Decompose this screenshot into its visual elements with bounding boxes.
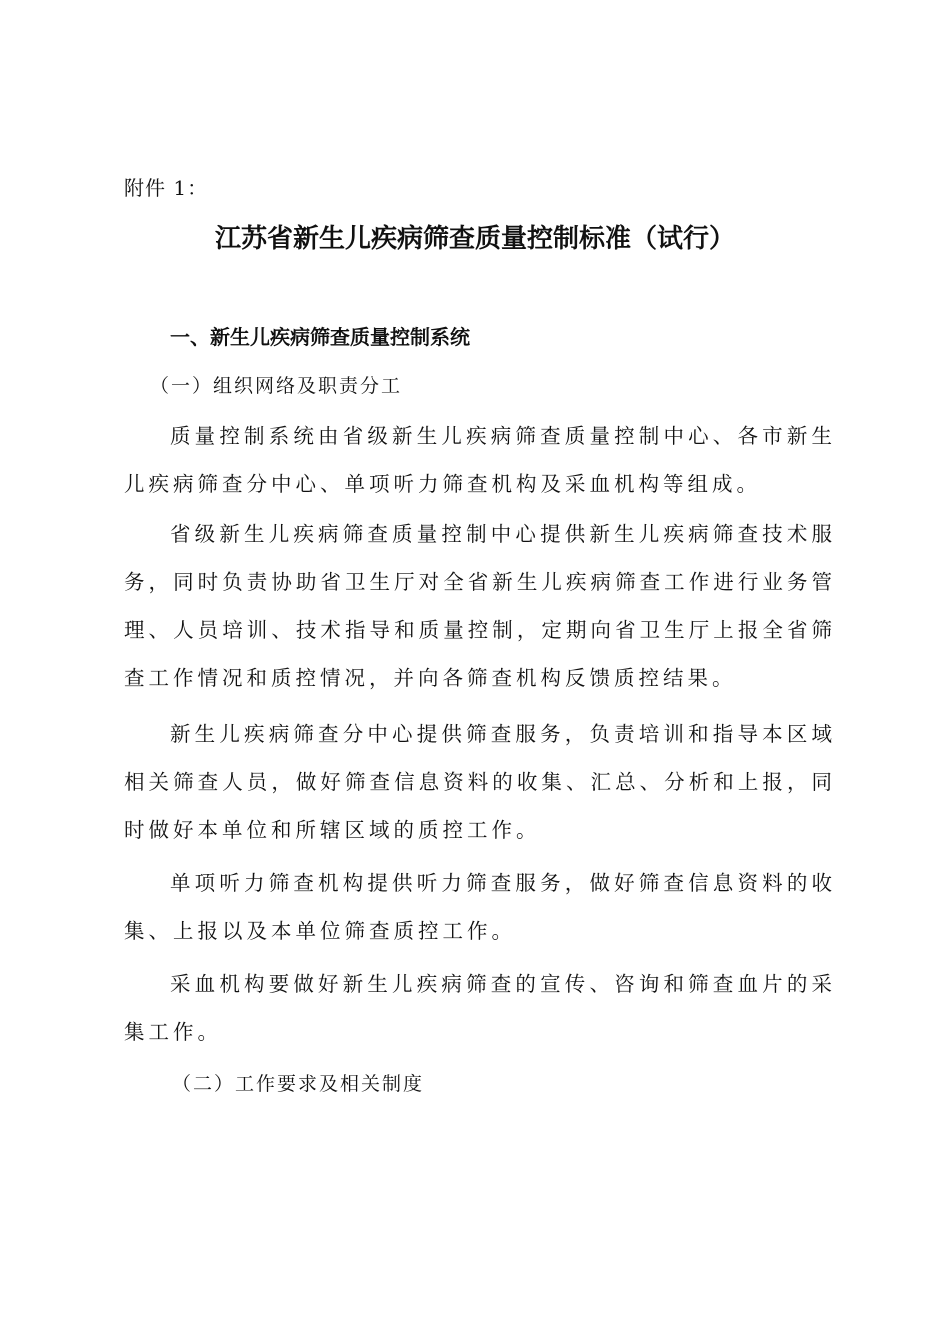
paragraph: 采血机构要做好新生儿疾病筛查的宣传、咨询和筛查血片的采集工作。 bbox=[124, 972, 836, 1044]
paragraph: 质量控制系统由省级新生儿疾病筛查质量控制中心、各市新生儿疾病筛查分中心、单项听力筛查机构及采血机构等组成。 bbox=[124, 424, 836, 496]
paragraph: 省级新生儿疾病筛查质量控制中心提供新生儿疾病筛查技术服务，同时负责协助省卫生厅对全省新生儿疾病筛查工作进行业务管理、人员培训、技术指导和质量控制，定期向省卫生厅上报全省筛查工作情况和质控情况，并向各筛查机构反馈质控结果。 bbox=[124, 522, 836, 690]
paragraph: 新生儿疾病筛查分中心提供筛查服务，负责培训和指导本区域相关筛查人员，做好筛查信息资料的收集、汇总、分析和上报，同时做好本单位和所辖区域的质控工作。 bbox=[124, 722, 836, 842]
paragraph: 单项听力筛查机构提供听力筛查服务，做好筛查信息资料的收集、上报以及本单位筛查质控工作。 bbox=[124, 871, 836, 943]
subsection-heading: （二）工作要求及相关制度 bbox=[172, 1073, 425, 1095]
subsection-heading: （一）组织网络及职责分工 bbox=[150, 375, 403, 397]
attachment-label: 附件 1： bbox=[124, 176, 209, 200]
document-title: 江苏省新生儿疾病筛查质量控制标准（试行） bbox=[214, 224, 735, 254]
section-heading: 一、新生儿疾病筛查质量控制系统 bbox=[170, 325, 470, 349]
